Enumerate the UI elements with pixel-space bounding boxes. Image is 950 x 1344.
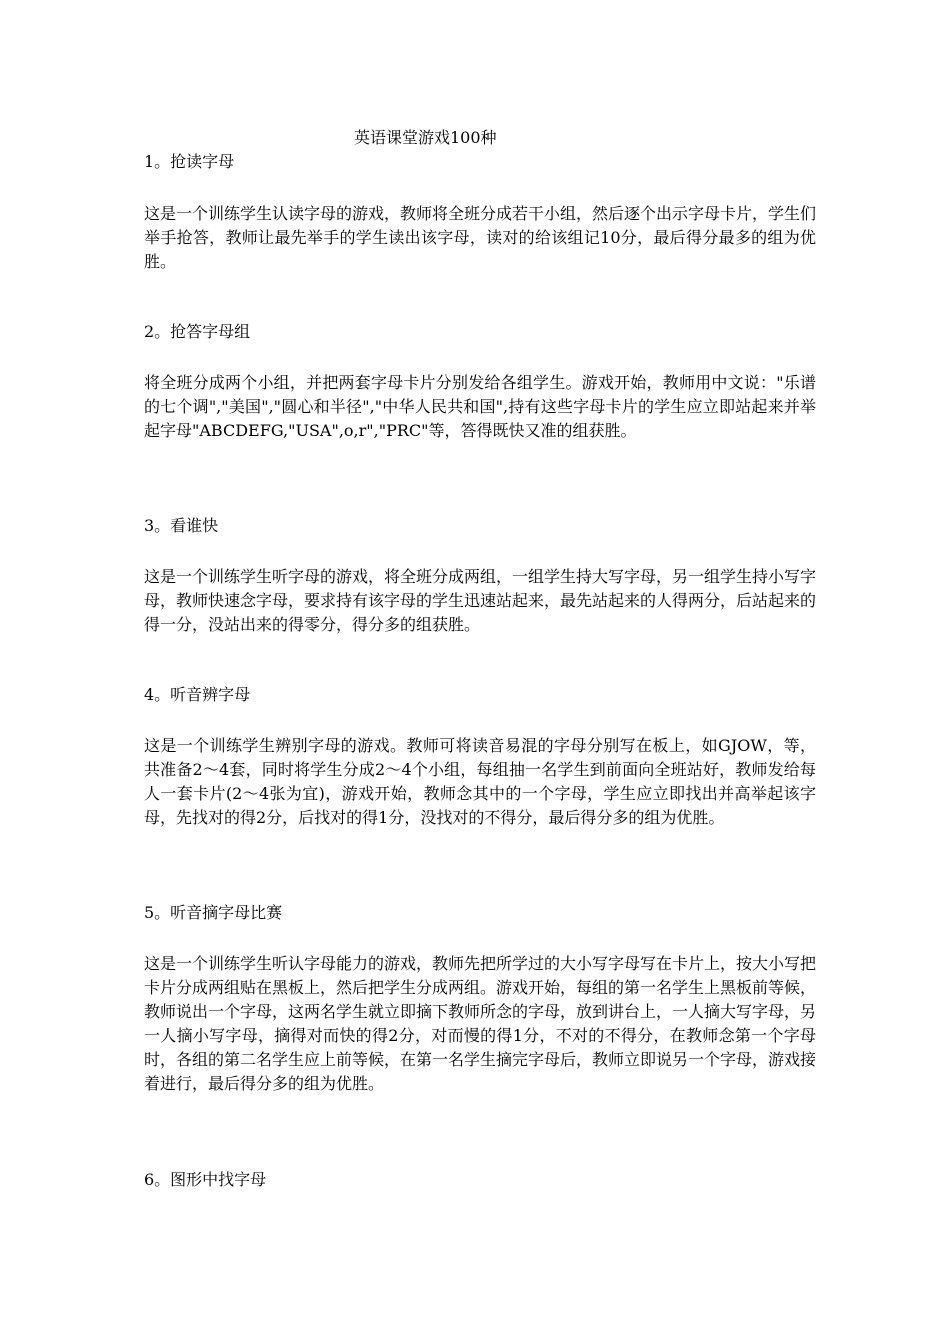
section-body-4: 这是一个训练学生辨别字母的游戏。教师可将读音易混的字母分别写在板上，如GJOW，等，共准备2～4套，同时将学生分成2～4个小组，每组抽一名学生到前面向全班站好，教师发给每人一套卡片(2～4张为宜)，游戏开始，教师念其中的一个字母，学生应立即找出并高举起该字母，先找对的得2分，后找对的得1分，没找对的不得分，最后得分多的组为优胜。 bbox=[144, 736, 816, 827]
section-heading-2: 2。抢答字母组 bbox=[144, 322, 251, 341]
section-body-2: 将全班分成两个小组，并把两套字母卡片分别发给各组学生。游戏开始，教师用中文说："乐谱的七个调","美国","圆心和半径","中华人民共和国",持有这些字母卡片的学生应立即站起来并举起字母"ABCDEFG,"USA",o,r","PRC"等，答得既快又准的组获胜。 bbox=[144, 373, 816, 440]
section-body-5: 这是一个训练学生听认字母能力的游戏，教师先把所学过的大小写字母写在卡片上，按大小写把卡片分成两组贴在黑板上，然后把学生分成两组。游戏开始，每组的第一名学生上黑板前等候，教师说出一个字母，这两名学生就立即摘下教师所念的字母，放到讲台上，一人摘大写字母，另一人摘小写字母，摘得对而快的得2分，对而慢的得1分，不对的不得分，在教师念第一个字母时，各组的第二名学生应上前等候，在第一名学生摘完字母后，教师立即说另一个字母，游戏接着进行，最后得分多的组为优胜。 bbox=[144, 954, 817, 1093]
section-heading-4: 4。听音辨字母 bbox=[144, 685, 251, 704]
section-heading-1: 1。抢读字母 bbox=[144, 152, 235, 171]
section-heading-5: 5。听音摘字母比赛 bbox=[144, 903, 283, 922]
section-body-1: 这是一个训练学生认读字母的游戏，教师将全班分成若干小组，然后逐个出示字母卡片，学生们举手抢答，教师让最先举手的学生读出该字母，读对的给该组记10分，最后得分最多的组为优胜。 bbox=[144, 204, 817, 271]
document-title: 英语课堂游戏100种 bbox=[354, 128, 497, 147]
section-body-3: 这是一个训练学生听字母的游戏，将全班分成两组，一组学生持大写字母，另一组学生持小写字母，教师快速念字母，要求持有该字母的学生迅速站起来，最先站起来的人得两分，后站起来的得一分，没站出来的得零分，得分多的组获胜。 bbox=[144, 567, 817, 634]
section-heading-6: 6。图形中找字母 bbox=[144, 1170, 267, 1189]
section-heading-3: 3。看谁快 bbox=[144, 516, 219, 535]
